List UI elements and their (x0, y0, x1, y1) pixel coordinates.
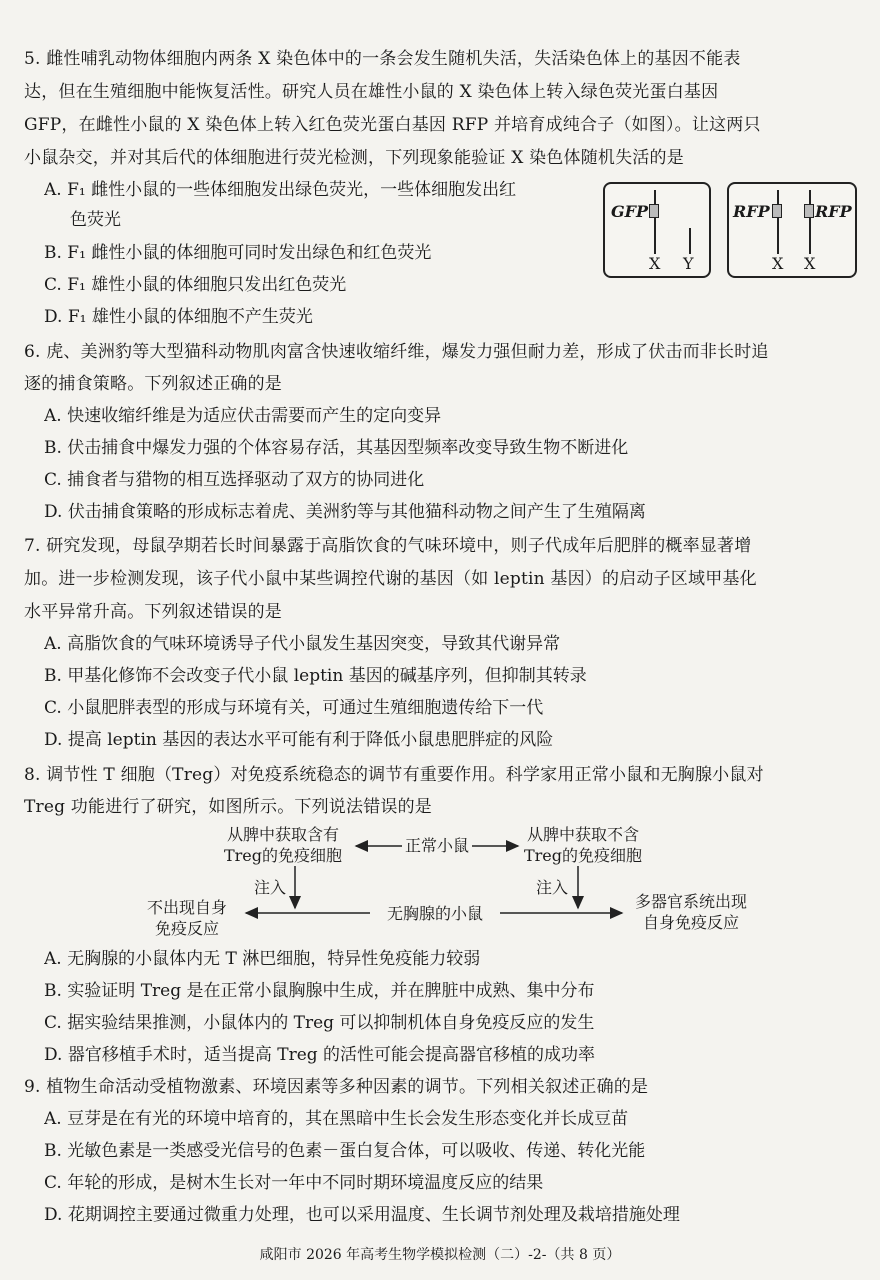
normal-mouse-label: 正常小鼠 (404, 836, 469, 855)
male-x-label: X (649, 254, 661, 273)
q7-option-c: C. 小鼠肥胖表型的形成与环境有关，可通过生殖细胞遗传给下一代 (44, 698, 544, 718)
q5-stem-line-4: 小鼠杂交，并对其后代的体细胞进行荧光检测，下列现象能验证 X 染色体随机失活的是 (24, 148, 684, 168)
q6-stem-line-1: 6. 虎、美洲豹等大型猫科动物肌肉富含快速收缩纤维，爆发力强但耐力差，形成了伏击而非长时追 (24, 342, 769, 362)
right-source-line-1: 从脾中获取不含 (526, 825, 639, 844)
q6-option-b: B. 伏击捕食中爆发力强的个体容易存活，其基因型频率改变导致生物不断进化 (44, 438, 629, 458)
q7-stem-line-1: 7. 研究发现，母鼠孕期若长时间暴露于高脂饮食的气味环境中，则子代成年后肥胖的概率显著增 (24, 536, 752, 556)
q8-option-d: D. 器官移植手术时，适当提高 Treg 的活性可能会提高器官移植的成功率 (44, 1045, 596, 1065)
q5-stem-line-1: 5. 雌性哺乳动物体细胞内两条 X 染色体中的一条会发生随机失活，失活染色体上的基因不能表 (24, 49, 741, 69)
female-gene-label-right: RFP (815, 202, 852, 221)
male-y-label: Y (683, 254, 694, 273)
q7-option-d: D. 提高 leptin 基因的表达水平可能有利于降低小鼠患肥胖症的风险 (44, 730, 554, 750)
q9-option-d: D. 花期调控主要通过微重力处理，也可以采用温度、生长调节剂处理及栽培措施处理 (44, 1205, 680, 1225)
right-result-line-1: 多器官系统出现 (634, 892, 747, 911)
q5-option-a: A. F₁ 雌性小鼠的一些体细胞发出绿色荧光，一些体细胞发出红 (44, 180, 517, 200)
q9-option-c: C. 年轮的形成，是树木生长对一年中不同时期环境温度反应的结果 (44, 1173, 544, 1193)
left-result-line-1: 不出现自身 (146, 898, 227, 917)
inject-left-label: 注入 (253, 878, 286, 897)
female-x-label-1: X (772, 254, 784, 273)
q8-stem-line-1: 8. 调节性 T 细胞（Treg）对免疫系统稳态的调节有重要作用。科学家用正常小鼠和无胸腺小鼠对 (24, 765, 764, 785)
q7-option-a: A. 高脂饮食的气味环境诱导子代小鼠发生基因突变，导致其代谢异常 (44, 634, 561, 654)
q7-option-b: B. 甲基化修饰不会改变子代小鼠 leptin 基因的碱基序列，但抑制其转录 (44, 666, 587, 686)
q6-option-c: C. 捕食者与猎物的相互选择驱动了双方的协同进化 (44, 470, 425, 490)
q8-option-b: B. 实验证明 Treg 是在正常小鼠胸腺中生成，并在脾脏中成熟、集中分布 (44, 981, 595, 1001)
q6-stem-line-2: 逐的捕食策略。下列叙述正确的是 (24, 374, 282, 394)
thymusless-mouse-label: 无胸腺的小鼠 (386, 904, 483, 923)
q8-stem-line-2: Treg 功能进行了研究，如图所示。下列说法错误的是 (24, 797, 433, 817)
left-source-line-2: Treg的免疫细胞 (223, 846, 343, 865)
left-result-line-2: 免疫反应 (154, 919, 219, 938)
q5-option-c: C. F₁ 雄性小鼠的体细胞只发出红色荧光 (44, 275, 347, 295)
page-footer: 咸阳市 2026 年高考生物学模拟检测（二）-2-（共 8 页） (259, 1247, 621, 1263)
right-result-line-2: 自身免疫反应 (642, 913, 739, 932)
q5-option-a-cont: 色荧光 (70, 210, 121, 230)
female-gene-label-left: RFP (733, 202, 770, 221)
q9-stem-line-1: 9. 植物生命活动受植物激素、环境因素等多种因素的调节。下列相关叙述正确的是 (24, 1077, 649, 1097)
q7-stem-line-2: 加。进一步检测发现，该子代小鼠中某些调控代谢的基因（如 leptin 基因）的启动子区域甲基化 (24, 569, 757, 589)
q9-option-b: B. 光敏色素是一类感受光信号的色素－蛋白复合体，可以吸收、传递、转化光能 (44, 1141, 646, 1161)
q8-option-c: C. 据实验结果推测，小鼠体内的 Treg 可以抑制机体自身免疫反应的发生 (44, 1013, 595, 1033)
q5-stem-line-2: 达，但在生殖细胞中能恢复活性。研究人员在雄性小鼠的 X 染色体上转入绿色荧光蛋白基因 (24, 82, 719, 102)
left-source-line-1: 从脾中获取含有 (226, 825, 339, 844)
q7-stem-line-3: 水平异常升高。下列叙述错误的是 (24, 602, 282, 622)
female-x-label-2: X (804, 254, 816, 273)
male-gene-label: GFP (611, 202, 649, 221)
q9-option-a: A. 豆芽是在有光的环境中培育的，其在黑暗中生长会发生形态变化并长成豆苗 (44, 1109, 629, 1129)
right-source-line-2: Treg的免疫细胞 (523, 846, 643, 865)
q8-option-a: A. 无胸腺的小鼠体内无 T 淋巴细胞，特异性免疫能力较弱 (44, 949, 481, 969)
q6-option-d: D. 伏击捕食策略的形成标志着虎、美洲豹等与其他猫科动物之间产生了生殖隔离 (44, 502, 646, 522)
inject-right-label: 注入 (535, 878, 568, 897)
q6-option-a: A. 快速收缩纤维是为适应伏击需要而产生的定向变异 (44, 406, 442, 426)
q5-option-b: B. F₁ 雌性小鼠的体细胞可同时发出绿色和红色荧光 (44, 243, 432, 263)
q5-option-d: D. F₁ 雄性小鼠的体细胞不产生荧光 (44, 307, 313, 327)
q5-stem-line-3: GFP，在雌性小鼠的 X 染色体上转入红色荧光蛋白基因 RFP 并培育成纯合子（如图）。让这两只 (24, 115, 761, 135)
